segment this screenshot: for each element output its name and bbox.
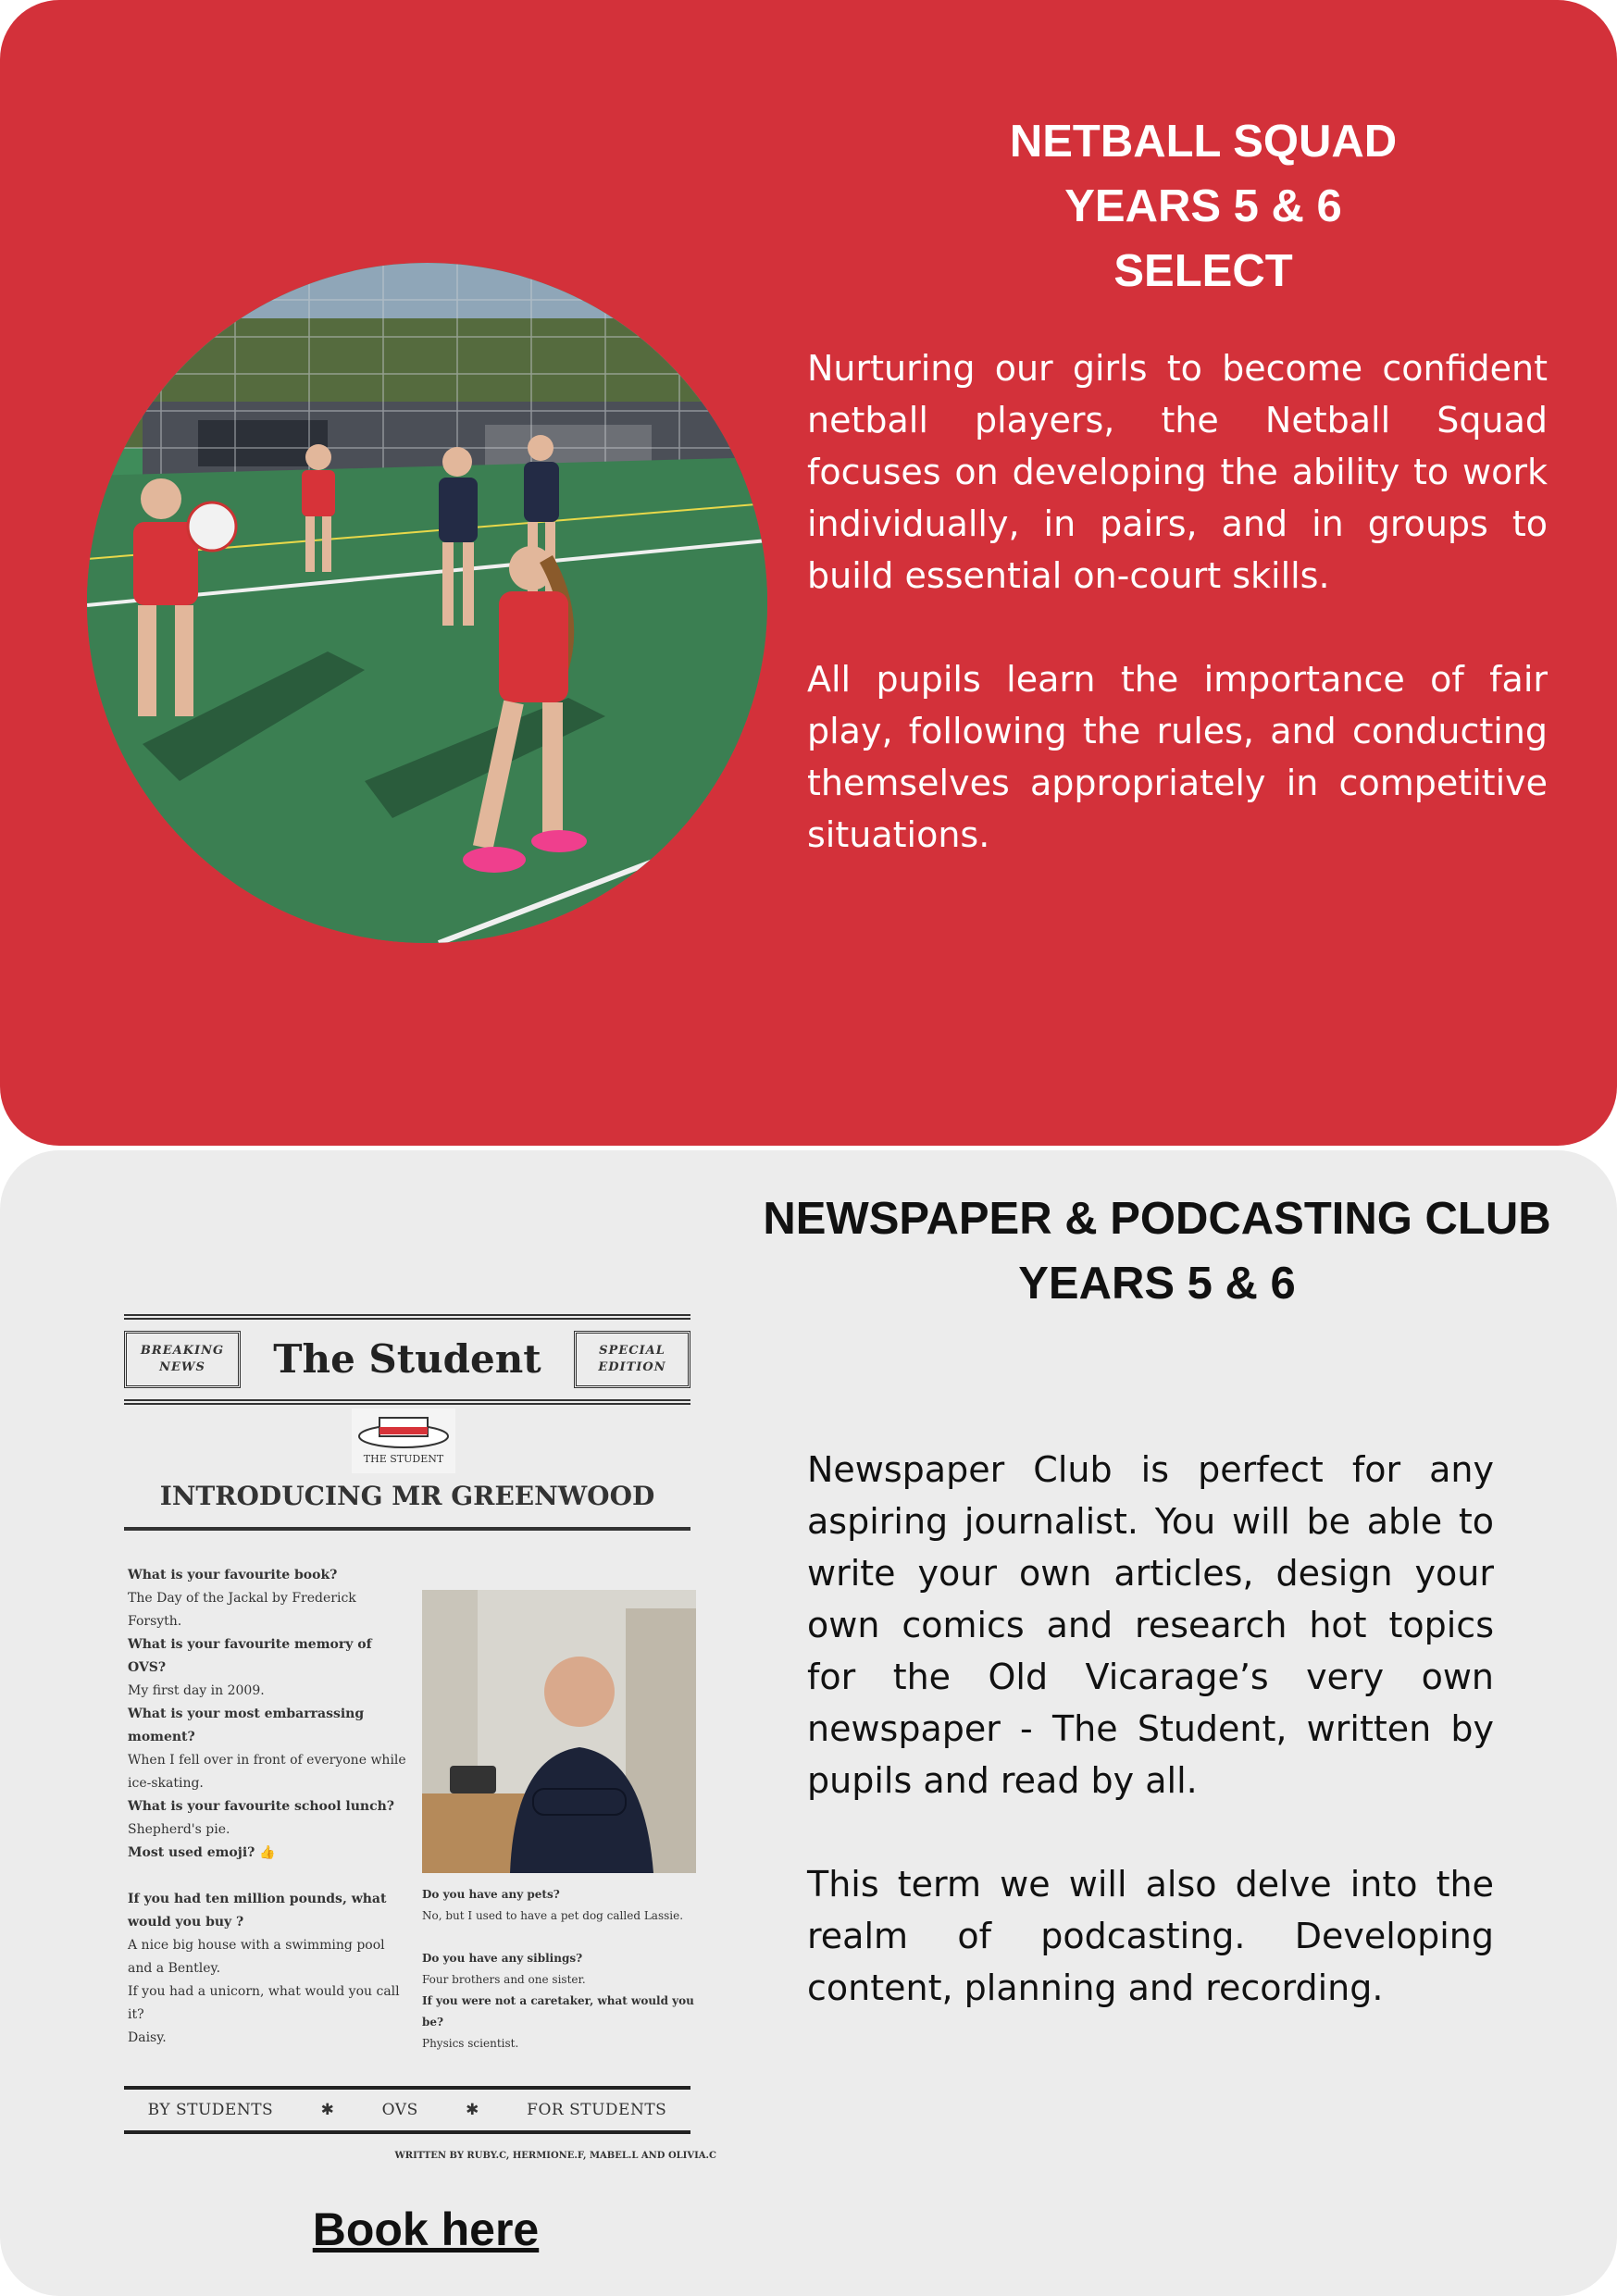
poster-credit: WRITTEN BY RUBY.C, HERMIONE.F, MABEL.L AND OLIVIA.C bbox=[394, 2151, 716, 2161]
qa-answer: No, but I used to have a pet dog called Lassie. bbox=[422, 1909, 684, 1922]
netball-title-line: YEARS 5 & 6 bbox=[1064, 181, 1342, 231]
newspaper-description bbox=[807, 1444, 1494, 2066]
qa-answer: Daisy. bbox=[128, 2030, 167, 2045]
qa-question: What is your favourite school lunch? bbox=[128, 1799, 395, 1814]
headline-rule bbox=[124, 1527, 690, 1531]
mr-greenwood-photo bbox=[422, 1590, 696, 1873]
qa-answer: A nice big house with a swimming pool and a Bentley. bbox=[128, 1938, 385, 1976]
breaking-news-tag bbox=[124, 1331, 241, 1388]
qa-question: What is your most embarrassing moment? bbox=[128, 1706, 365, 1744]
tag-line: NEWS bbox=[159, 1360, 205, 1374]
netball-title-line: SELECT bbox=[1113, 246, 1293, 296]
qa-question: What is your favourite book? bbox=[128, 1568, 338, 1582]
asterisk-icon: ✱ bbox=[320, 2101, 335, 2119]
masthead-rule bbox=[124, 1314, 690, 1320]
qa-answer: The Day of the Jackal by Frederick Forsyth. bbox=[128, 1591, 356, 1629]
footer-item: OVS bbox=[381, 2101, 418, 2119]
tag-line: SPECIAL bbox=[599, 1344, 665, 1358]
qa-answer: Shepherd's pie. bbox=[128, 1822, 230, 1837]
boater-hat-logo bbox=[352, 1409, 455, 1473]
netball-title bbox=[926, 109, 1481, 304]
newspaper-poster bbox=[96, 1296, 718, 2179]
masthead-rule bbox=[124, 1399, 690, 1405]
newspaper-paragraph: This term we will also delve into the realm of podcasting. Developing content, planning and recording. bbox=[807, 1864, 1494, 2008]
qa-question: If you were not a caretaker, what would you be? bbox=[422, 1994, 694, 2029]
qa-answer: Physics scientist. bbox=[422, 2037, 519, 2050]
logo-text: THE STUDENT bbox=[363, 1453, 444, 1465]
qa-answer: Four brothers and one sister. bbox=[422, 1973, 586, 1986]
qa-question: Do you have any pets? bbox=[422, 1888, 560, 1901]
qa-question: Most used emoji? 👍 bbox=[128, 1845, 276, 1860]
asterisk-icon: ✱ bbox=[466, 2101, 479, 2119]
newspaper-title bbox=[740, 1186, 1573, 1316]
poster-footer-bar bbox=[124, 2086, 690, 2134]
book-here-link[interactable]: Book here bbox=[312, 2203, 540, 2255]
netball-paragraph: Nurturing our girls to become confident netball players, the Netball Squad focuses on developing the ability to work individually, in pairs, and in groups to build essential on-court skills. bbox=[807, 348, 1548, 596]
newspaper-paragraph: Newspaper Club is perfect for any aspiring journalist. You will be able to write your own articles, design your own comics and research hot topics for the Old Vicarage’s very own newspaper - The Student, written by pupils and read by all. bbox=[807, 1449, 1494, 1801]
right-qa-column bbox=[422, 1884, 700, 2054]
netball-paragraph: All pupils learn the importance of fair play, following the rules, and conducting themselves appropriately in competitive situations. bbox=[807, 659, 1548, 855]
qa-answer: My first day in 2009. bbox=[128, 1683, 265, 1698]
qa-answer: If you had a unicorn, what would you call it? bbox=[128, 1984, 400, 2022]
qa-question: Do you have any siblings? bbox=[422, 1952, 583, 1965]
netball-description bbox=[807, 342, 1548, 912]
netball-photo bbox=[87, 263, 767, 943]
newspaper-title-line: NEWSPAPER & PODCASTING CLUB bbox=[763, 1194, 1551, 1244]
qa-question: If you had ten million pounds, what would you buy ? bbox=[128, 1892, 387, 1930]
footer-item: BY STUDENTS bbox=[147, 2101, 274, 2119]
poster-headline: INTRODUCING MR GREENWOOD bbox=[159, 1481, 655, 1511]
tag-line: BREAKING bbox=[140, 1344, 225, 1358]
thumbs-up-icon: 👍 bbox=[259, 1845, 276, 1860]
special-edition-tag bbox=[574, 1331, 690, 1388]
footer-item: FOR STUDENTS bbox=[527, 2101, 667, 2119]
tag-line: EDITION bbox=[598, 1360, 666, 1374]
newspaper-masthead: The Student bbox=[273, 1336, 541, 1382]
netball-title-line: NETBALL SQUAD bbox=[1009, 117, 1398, 167]
qa-answer: When I fell over in front of everyone while ice-skating. bbox=[128, 1753, 406, 1791]
qa-question: What is your favourite memory of OVS? bbox=[128, 1637, 372, 1675]
newspaper-title-line: YEARS 5 & 6 bbox=[1018, 1259, 1296, 1309]
left-qa-column bbox=[128, 1564, 413, 2050]
